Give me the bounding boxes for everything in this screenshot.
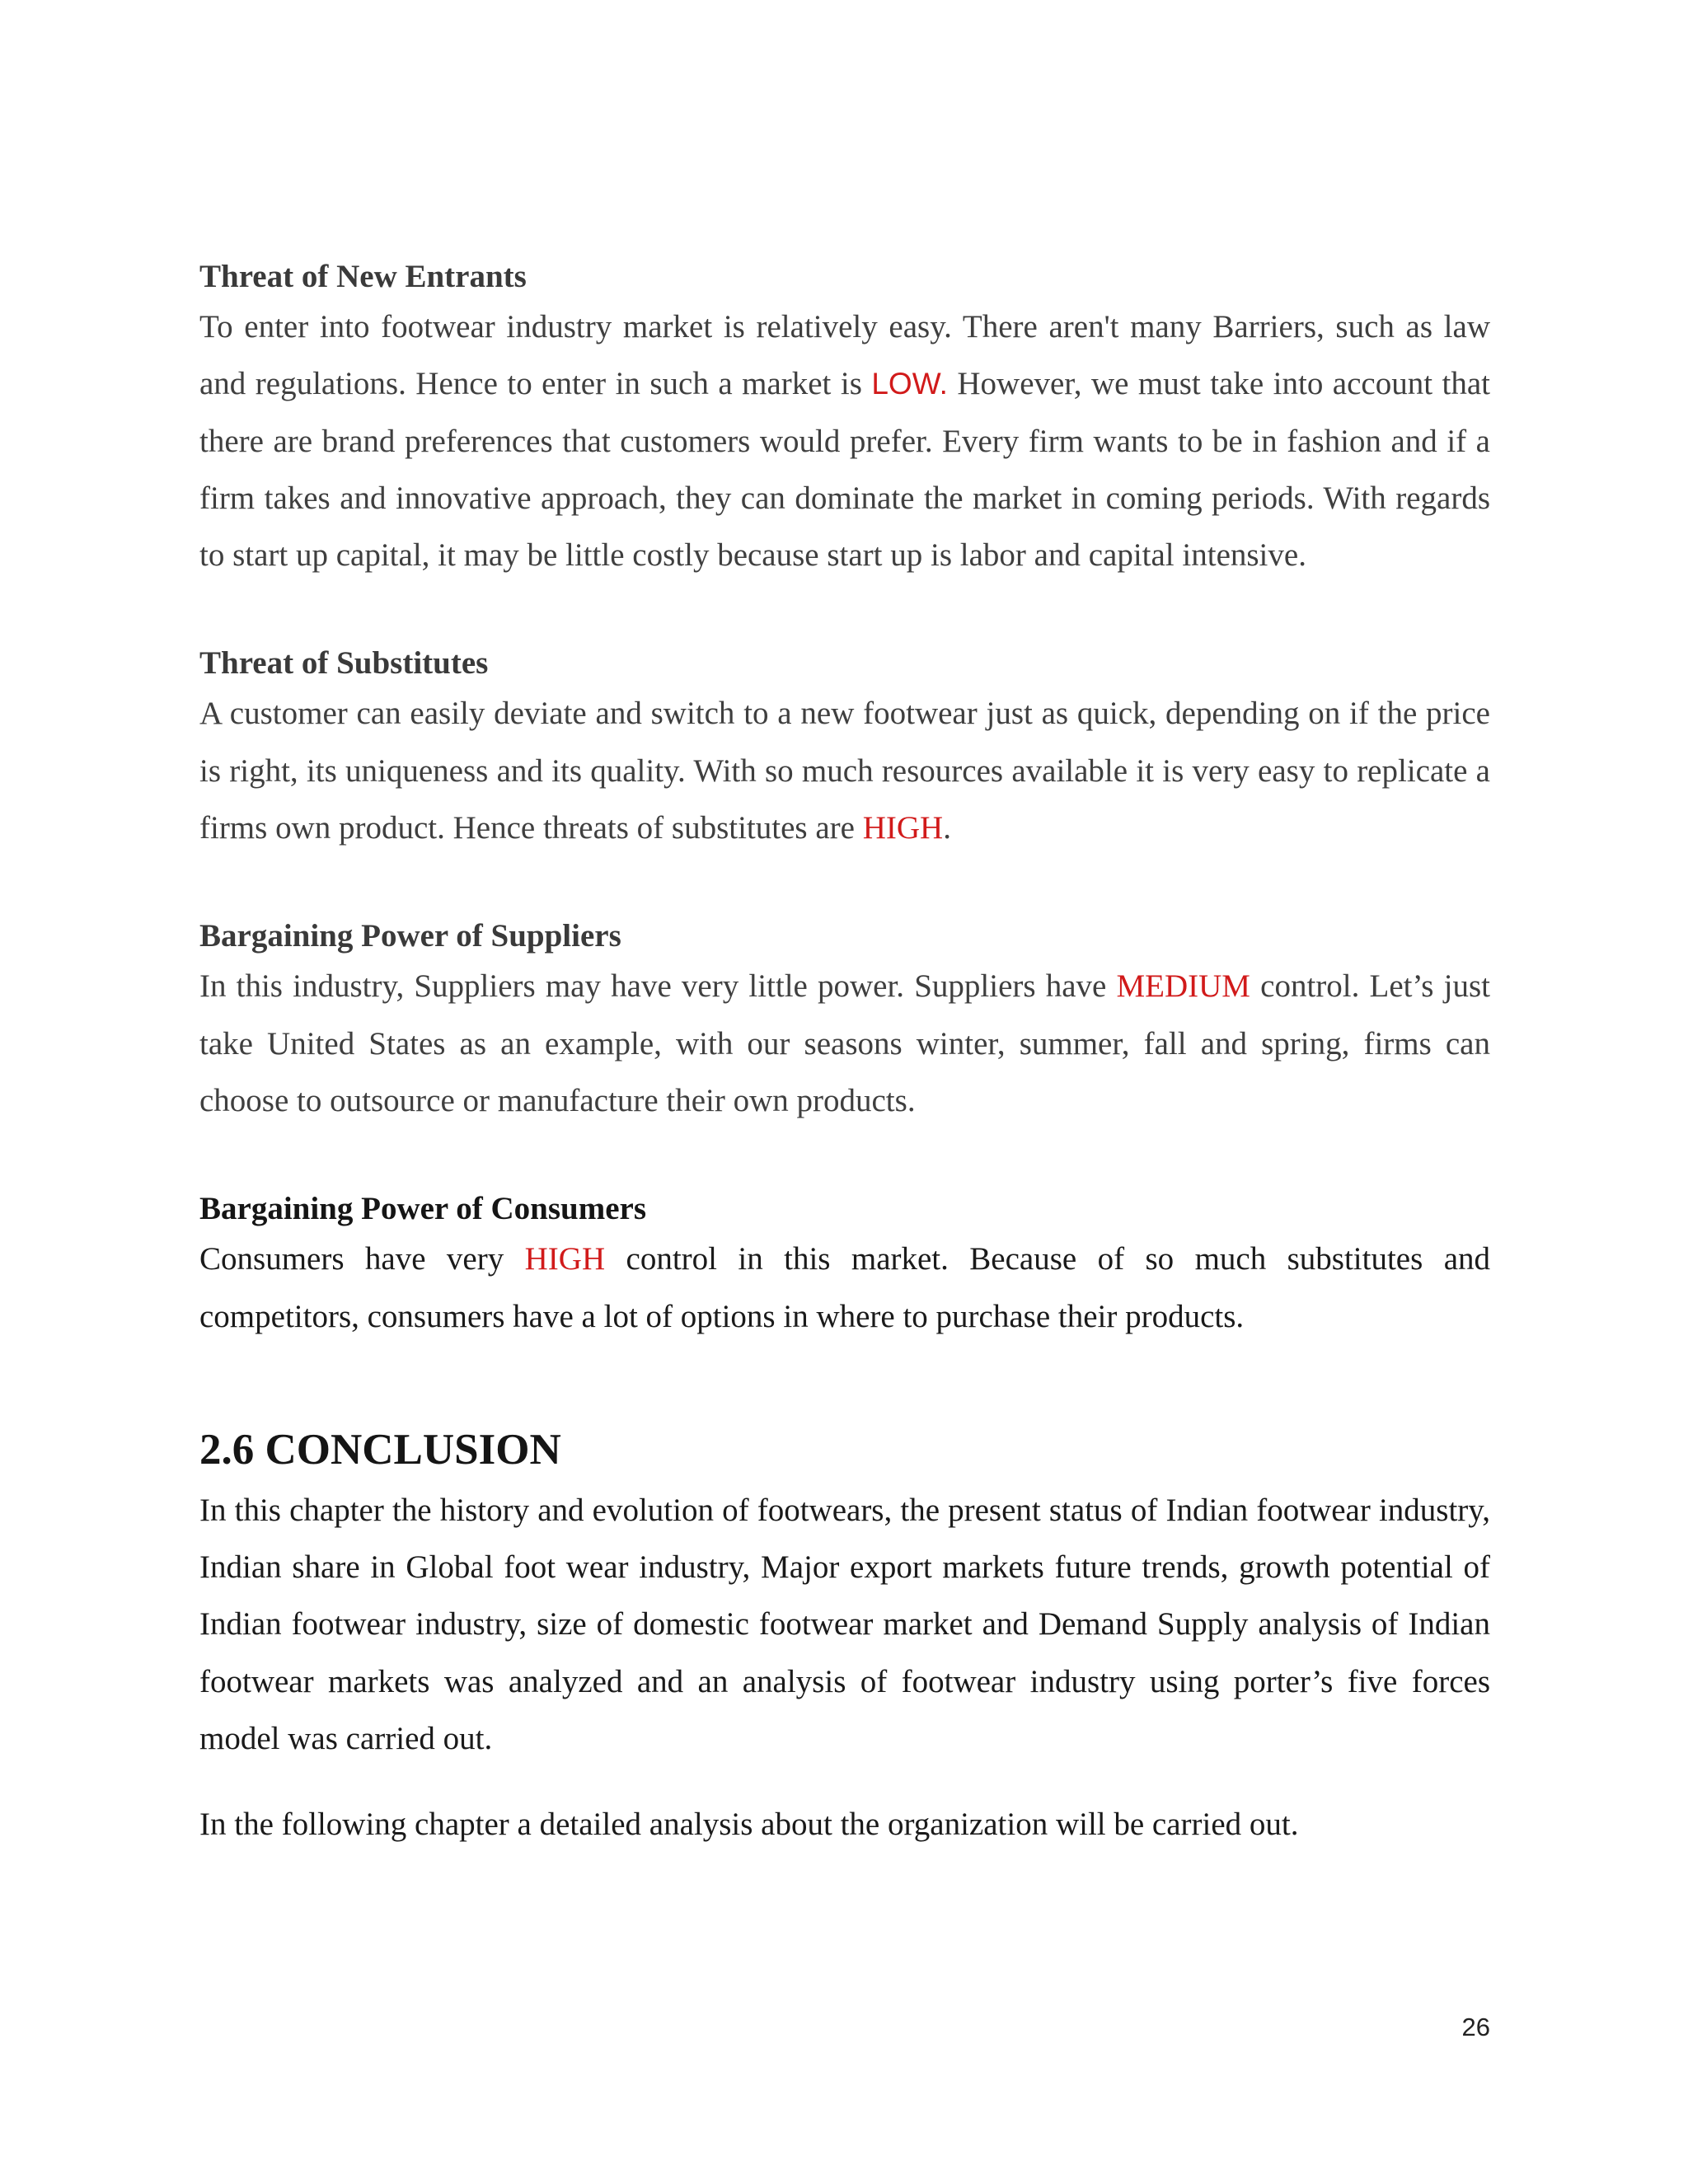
rating-label: MEDIUM [1116, 968, 1250, 1005]
section-heading: Bargaining Power of Consumers [199, 1191, 647, 1227]
section-paragraph [199, 1230, 1490, 1345]
rating-label: LOW. [871, 367, 948, 401]
section-conclusion [199, 1418, 1490, 1854]
section-spacer [199, 1345, 1490, 1418]
section-spacer [199, 856, 1490, 915]
rating-label: HIGH [524, 1241, 606, 1277]
section-suppliers [199, 915, 1490, 1129]
section-paragraph [199, 958, 1490, 1129]
conclusion-paragraph: In this chapter the history and evolution of footwears, the present status of Indian footwear industry, Indian share in Global foot wear industry, Major export markets future trends, growth potential of Indian footwear industry, size of domestic footwear market and Demand Supply analysis of Indian footwear markets was analyzed and an analysis of footwear industry using porter’s five forces model was carried out. [199, 1492, 1490, 1757]
rating-label: HIGH [862, 810, 944, 846]
paragraph-text: A customer can easily deviate and switch to a new footwear just as quick, depending on if the price is right, its uniqueness and its quality. With so much resources available it is very easy to replicate a firms own product. Hence threats of substitutes are [199, 696, 1490, 846]
section-heading: Bargaining Power of Suppliers [199, 918, 621, 954]
paragraph-text: control in this market. Because of so much substitutes and competitors, consumers have a lot of options in where to purchase their products. [199, 1241, 1491, 1334]
section-consumers [199, 1188, 1490, 1345]
paragraph-text: control. Let’s just take United States as an example, with our seasons winter, summer, fall and spring, firms can choose to outsource or manufacture their own products. [199, 968, 1490, 1118]
section-spacer [199, 1129, 1490, 1188]
section-substitutes [199, 642, 1490, 856]
section-new-entrants [199, 255, 1490, 583]
section-heading: Threat of Substitutes [199, 645, 489, 682]
paragraph-text: To enter into footwear industry market is relatively easy. There aren't many Barriers, such as law and regulations. Hence to enter in such a market is [199, 309, 1490, 402]
paragraph-text: However, we must take into account that there are brand preferences that customers would prefer. Every firm wants to be in fashion and if a firm takes and innovative approach, they can dominate the market in coming periods. With regards to start up capital, it may be little costly because start up is labor and capital intensive. [199, 366, 1490, 574]
conclusion-paragraph: In the following chapter a detailed analysis about the organization will be carried out. [199, 1807, 1299, 1843]
page-content [199, 255, 1490, 1854]
section-spacer [199, 583, 1490, 642]
paragraph-text: Consumers have very [199, 1241, 525, 1277]
section-paragraph [199, 298, 1490, 583]
paragraph-text: . [943, 810, 951, 846]
conclusion-title: 2.6 CONCLUSION [199, 1425, 561, 1474]
paragraph-text: In this industry, Suppliers may have very little power. Suppliers have [199, 968, 1117, 1005]
section-heading: Threat of New Entrants [199, 259, 527, 294]
page-number: 26 [1461, 2013, 1490, 2041]
section-paragraph [199, 685, 1490, 856]
